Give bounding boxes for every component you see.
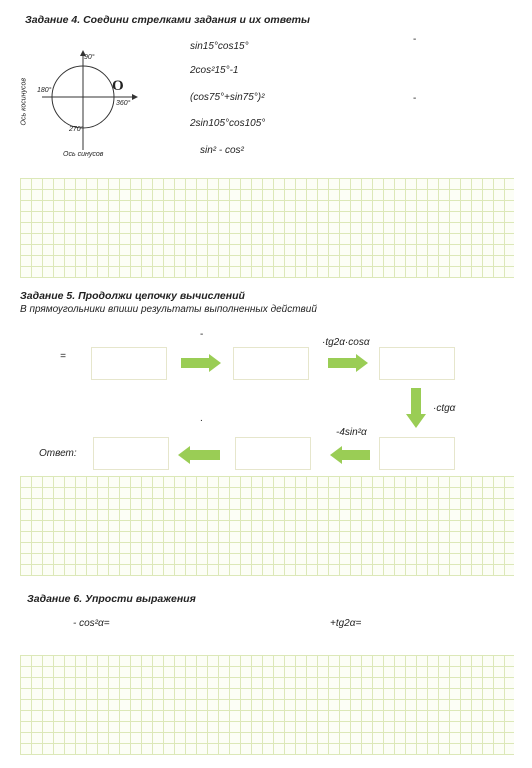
- arrow-down-icon: [406, 388, 426, 428]
- label-270: 270°: [69, 126, 84, 133]
- result-box-2[interactable]: [233, 347, 309, 380]
- result-box-4[interactable]: [379, 437, 455, 470]
- arrow-left-icon-2: [178, 446, 220, 464]
- label-360: 360°: [116, 100, 131, 107]
- unit-circle-svg: [20, 50, 160, 165]
- result-box-5[interactable]: [235, 437, 311, 470]
- task5-subtitle: В прямоугольники впиши результаты выполненных действий: [20, 304, 317, 315]
- result-box-1[interactable]: [91, 347, 167, 380]
- arrow-right-icon-2: [328, 354, 368, 372]
- task4-title: Задание 4. Соедини стрелками задания и их ответы: [25, 14, 310, 26]
- grid-area-2[interactable]: [20, 476, 514, 576]
- arrow-left-icon-1: [330, 446, 370, 464]
- origin-label: O: [112, 78, 124, 94]
- arrow-right-icon-1: [181, 354, 221, 372]
- op-4sin2a: -4sin²α: [336, 427, 367, 438]
- op-tg2a-cosa: ·tg2α·cosα: [322, 337, 370, 348]
- result-box-3[interactable]: [379, 347, 455, 380]
- task6-expr-1: - cos²α=: [73, 618, 110, 629]
- task5-title: Задание 5. Продолжи цепочку вычислений: [20, 290, 245, 302]
- grid-area-1[interactable]: [20, 178, 514, 278]
- expr-1: sin15°cos15°: [190, 41, 249, 52]
- op-ctga: ·ctgα: [433, 403, 456, 414]
- label-180: 180°: [37, 87, 52, 94]
- label-90: 90°: [84, 54, 95, 61]
- grid-area-3[interactable]: [20, 655, 514, 755]
- expr-5: sin² - cos²: [200, 145, 244, 156]
- y-axis-label: Ось косинусов: [20, 77, 28, 126]
- answer-box[interactable]: [93, 437, 169, 470]
- expr-3: (cos75°+sin75°)²: [190, 92, 265, 103]
- op-minus: -: [200, 329, 204, 340]
- dash-1: -: [413, 34, 417, 45]
- task6-title: Задание 6. Упрости выражения: [27, 593, 196, 605]
- expr-4: 2sin105°cos105°: [190, 118, 266, 129]
- unit-circle-diagram: [20, 50, 160, 165]
- op-dot: .: [200, 413, 203, 424]
- answer-label: Ответ:: [39, 448, 77, 459]
- task6-expr-2: +tg2α=: [330, 618, 362, 629]
- eq-sign: =: [60, 351, 66, 362]
- dash-2: -: [413, 93, 417, 104]
- expr-2: 2cos²15°-1: [190, 65, 239, 76]
- x-axis-label: Ось синусов: [63, 151, 104, 158]
